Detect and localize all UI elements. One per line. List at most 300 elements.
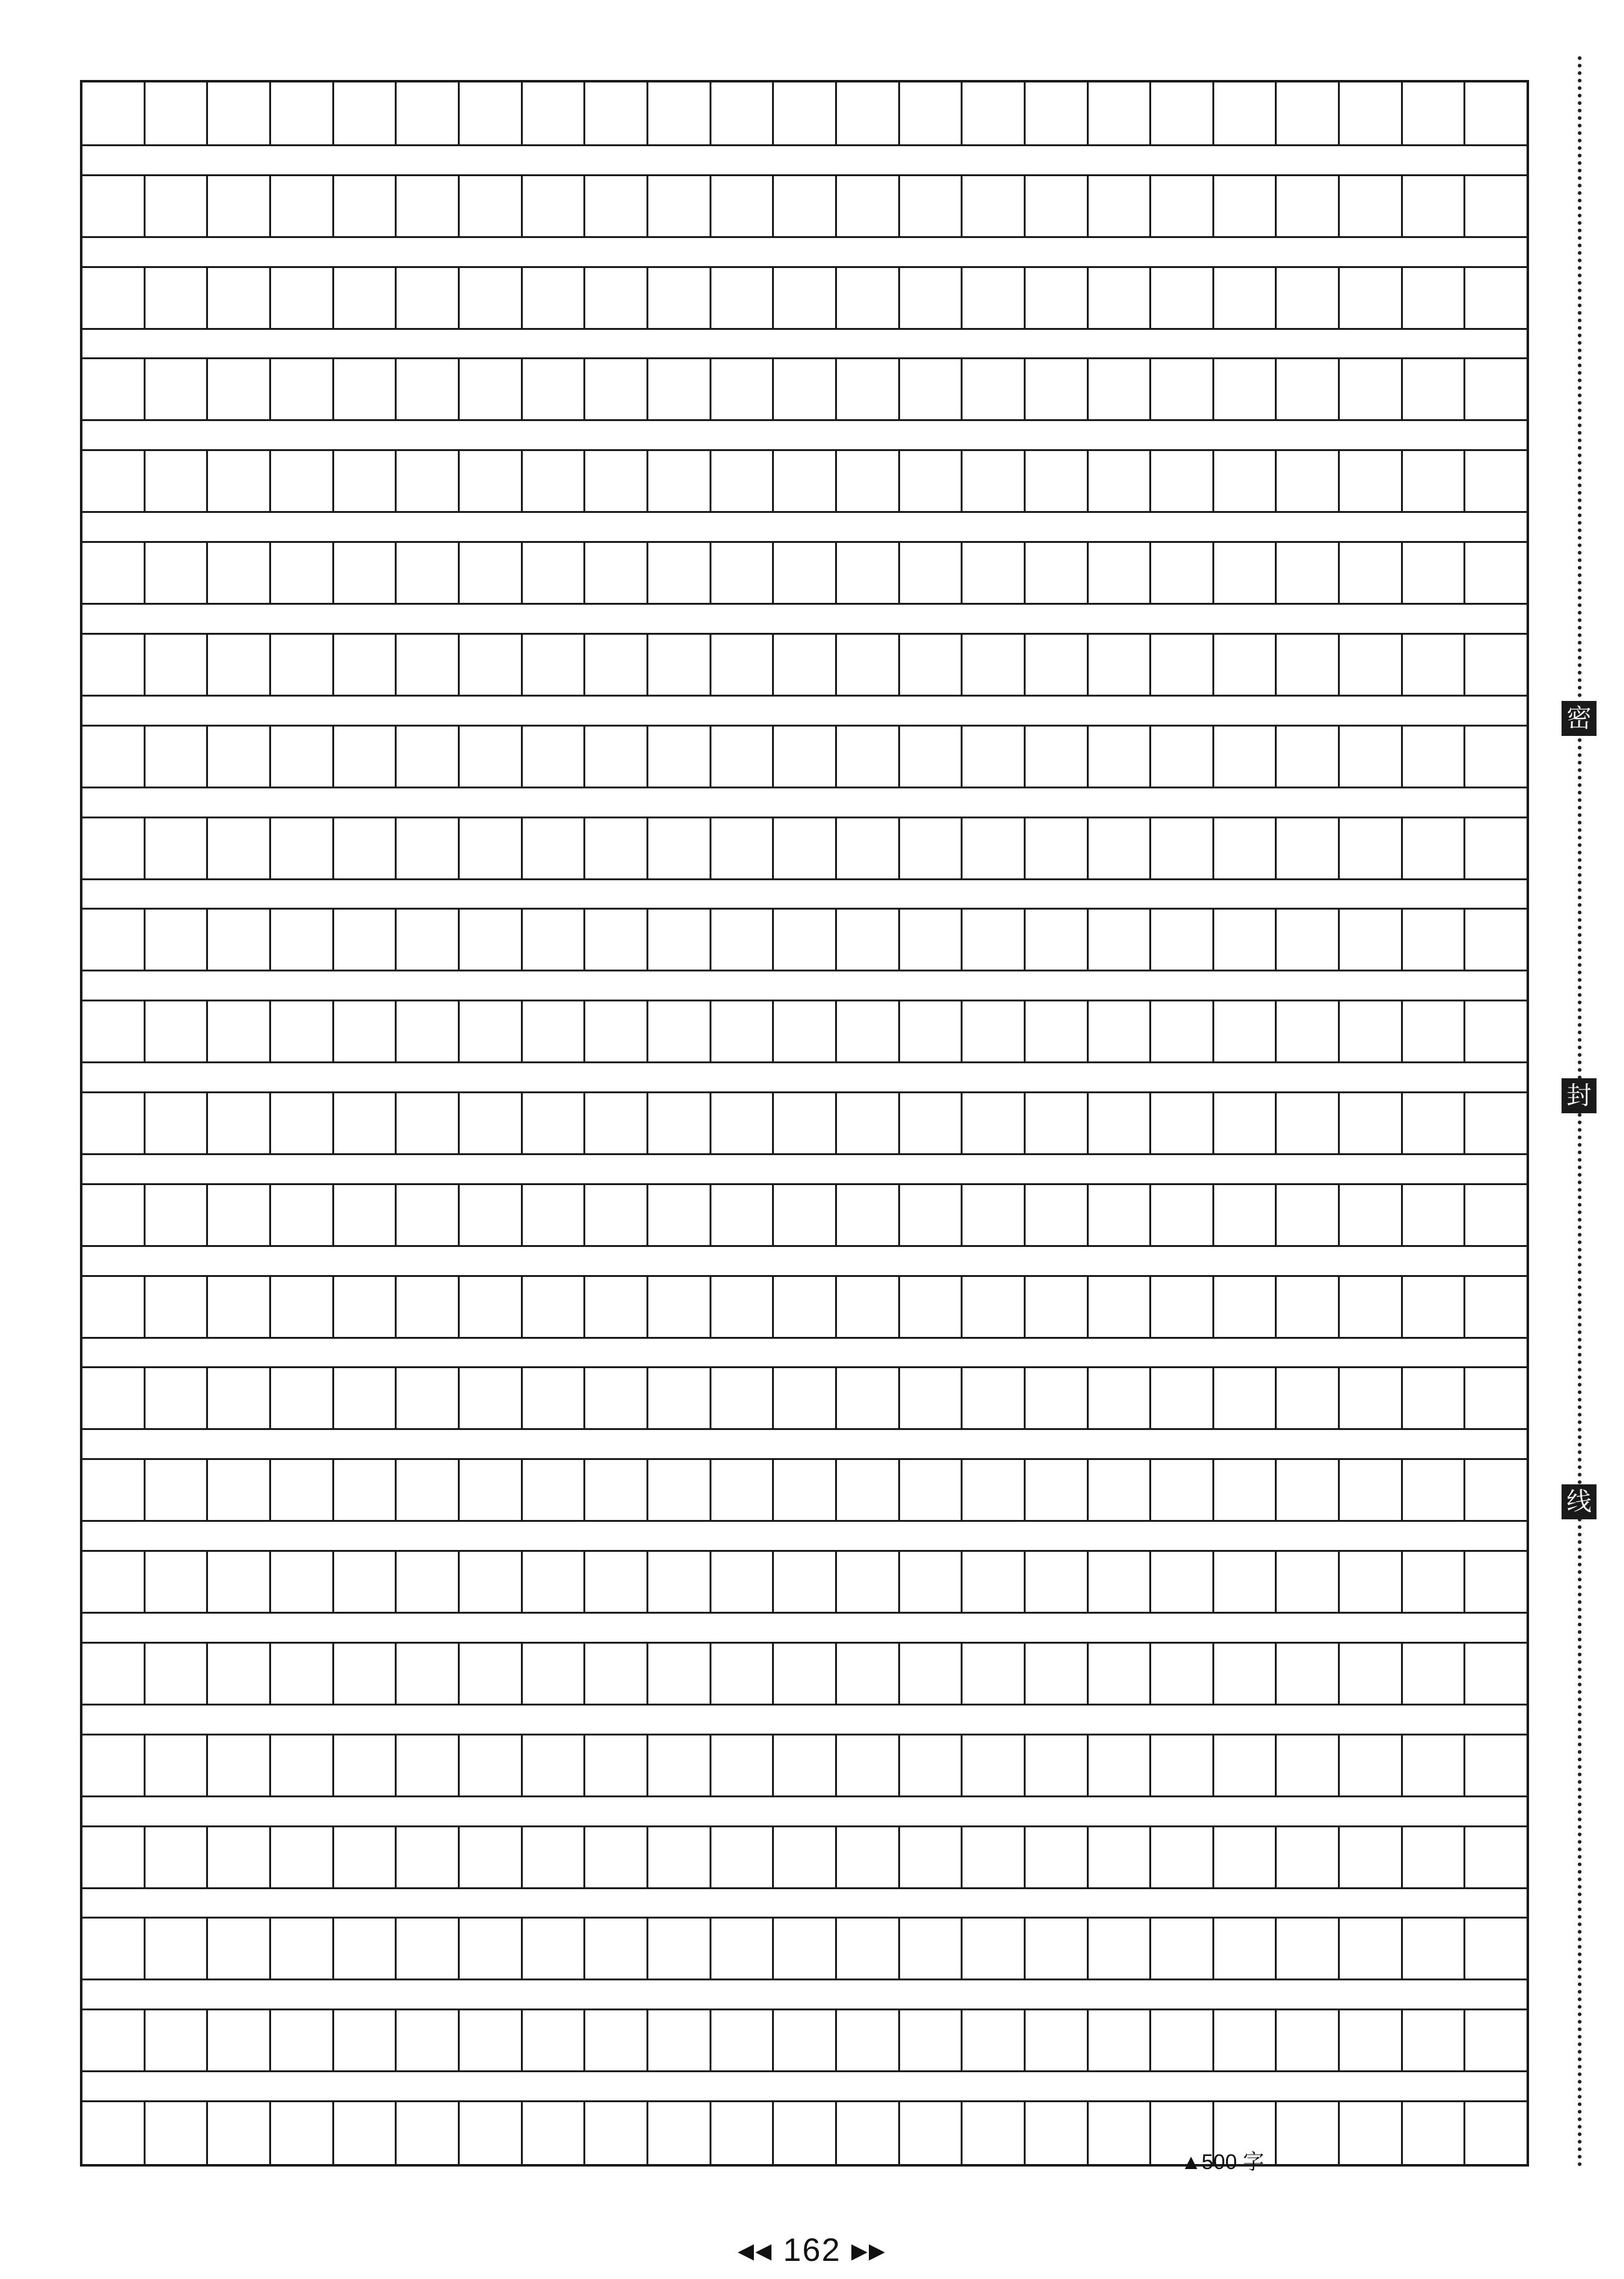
grid-cell — [397, 635, 460, 695]
grid-rows — [82, 82, 1527, 2164]
grid-cell — [774, 2010, 837, 2070]
grid-cell — [774, 1185, 837, 1245]
grid-cell — [837, 1185, 900, 1245]
grid-cell — [963, 82, 1026, 144]
grid-cell — [146, 635, 209, 695]
grid-cell — [208, 1919, 271, 1979]
grid-cell — [963, 1093, 1026, 1153]
grid-cell — [271, 1001, 334, 1061]
grid-cell — [1214, 1185, 1277, 1245]
grid-cell — [837, 1919, 900, 1979]
grid-cell — [837, 451, 900, 511]
grid-cell — [146, 1827, 209, 1887]
grid-cell — [146, 2102, 209, 2164]
grid-cell — [900, 818, 963, 878]
grid-cell — [1214, 1093, 1277, 1153]
grid-cell — [1277, 1644, 1340, 1704]
grid-cell — [1214, 1735, 1277, 1795]
grid-cell — [208, 1460, 271, 1520]
grid-cell — [1403, 635, 1466, 695]
grid-cell — [1089, 1277, 1152, 1337]
grid-cell — [146, 359, 209, 419]
grid-cell — [963, 1277, 1026, 1337]
grid-cell — [1089, 82, 1152, 144]
grid-cell — [271, 635, 334, 695]
grid-cell — [963, 1368, 1026, 1428]
grid-cell — [334, 910, 397, 970]
grid-cell — [837, 1368, 900, 1428]
grid-cell — [1089, 1644, 1152, 1704]
grid-cell — [460, 1185, 523, 1245]
grid-cell — [900, 2102, 963, 2164]
grid-cell — [1151, 1277, 1214, 1337]
grid-cell — [963, 910, 1026, 970]
grid-cell — [1340, 359, 1403, 419]
grid-cell — [585, 359, 648, 419]
grid-cell — [1151, 1185, 1214, 1245]
grid-cell — [1340, 1185, 1403, 1245]
grid-cell — [271, 1644, 334, 1704]
grid-cell — [1089, 1735, 1152, 1795]
grid-cell — [1465, 1919, 1527, 1979]
grid-cell — [585, 635, 648, 695]
grid-cell — [334, 1460, 397, 1520]
grid-row — [82, 357, 1527, 421]
grid-cell — [523, 635, 586, 695]
grid-cell — [648, 1735, 711, 1795]
grid-cell — [648, 1460, 711, 1520]
grid-cell — [774, 1644, 837, 1704]
grid-cell — [208, 176, 271, 236]
grid-cell — [1151, 1919, 1214, 1979]
grid-cell — [460, 176, 523, 236]
grid-cell — [711, 2102, 775, 2164]
grid-cell — [334, 1644, 397, 1704]
grid-cell — [900, 82, 963, 144]
grid-cell — [271, 176, 334, 236]
grid-cell — [146, 1735, 209, 1795]
grid-cell — [711, 1277, 775, 1337]
grid-cell — [1465, 451, 1527, 511]
grid-cell — [711, 451, 775, 511]
grid-cell — [1026, 82, 1089, 144]
grid-cell — [1465, 2102, 1527, 2164]
grid-cell — [1026, 1919, 1089, 1979]
grid-cell — [1151, 2010, 1214, 2070]
grid-cell — [711, 359, 775, 419]
grid-cell — [1403, 1827, 1466, 1887]
grid-cell — [1026, 910, 1089, 970]
grid-cell — [1026, 1460, 1089, 1520]
grid-cell — [900, 1460, 963, 1520]
grid-cell — [1465, 176, 1527, 236]
grid-cell — [711, 2010, 775, 2070]
grid-cell — [963, 1460, 1026, 1520]
grid-cell — [1340, 1093, 1403, 1153]
grid-cell — [900, 268, 963, 328]
grid-cell — [82, 2010, 146, 2070]
grid-cell — [1089, 1368, 1152, 1428]
grid-cell — [1277, 2010, 1340, 2070]
grid-cell — [397, 1277, 460, 1337]
grid-cell — [1089, 1001, 1152, 1061]
grid-cell — [1026, 543, 1089, 603]
grid-cell — [1403, 1185, 1466, 1245]
grid-cell — [585, 1460, 648, 1520]
grid-cell — [1089, 359, 1152, 419]
grid-cell — [334, 451, 397, 511]
grid-cell — [1026, 1001, 1089, 1061]
grid-row — [82, 1458, 1527, 1522]
grid-cell — [837, 1277, 900, 1337]
grid-cell — [334, 818, 397, 878]
grid-cell — [1340, 451, 1403, 511]
grid-cell — [334, 1277, 397, 1337]
grid-cell — [1089, 451, 1152, 511]
grid-cell — [900, 1277, 963, 1337]
grid-cell — [334, 543, 397, 603]
grid-cell — [774, 1277, 837, 1337]
grid-cell — [1403, 82, 1466, 144]
grid-cell — [271, 1919, 334, 1979]
grid-cell — [1151, 82, 1214, 144]
grid-cell — [460, 2010, 523, 2070]
grid-cell — [1465, 910, 1527, 970]
grid-cell — [208, 1093, 271, 1153]
grid-cell — [146, 2010, 209, 2070]
grid-cell — [1465, 1277, 1527, 1337]
grid-cell — [82, 727, 146, 787]
grid-cell — [963, 268, 1026, 328]
grid-cell — [963, 451, 1026, 511]
grid-cell — [837, 2102, 900, 2164]
grid-cell — [271, 1460, 334, 1520]
grid-cell — [1340, 1735, 1403, 1795]
grid-cell — [774, 1919, 837, 1979]
grid-cell — [82, 1552, 146, 1612]
grid-cell — [1214, 635, 1277, 695]
grid-cell — [1214, 268, 1277, 328]
grid-cell — [208, 1001, 271, 1061]
grid-cell — [208, 1827, 271, 1887]
grid-cell — [963, 727, 1026, 787]
grid-cell — [648, 910, 711, 970]
grid-cell — [1277, 1460, 1340, 1520]
writing-grid — [80, 80, 1529, 2174]
grid-cell — [1214, 818, 1277, 878]
grid-cell — [585, 268, 648, 328]
grid-cell — [837, 635, 900, 695]
grid-cell — [82, 1185, 146, 1245]
grid-cell — [585, 82, 648, 144]
grid-cell — [82, 451, 146, 511]
grid-cell — [900, 1735, 963, 1795]
grid-cell — [1465, 1093, 1527, 1153]
grid-cell — [1340, 1552, 1403, 1612]
grid-cell — [774, 451, 837, 511]
grid-row — [82, 1091, 1527, 1155]
grid-cell — [397, 818, 460, 878]
grid-cell — [334, 1552, 397, 1612]
grid-cell — [397, 1001, 460, 1061]
grid-cell — [1340, 818, 1403, 878]
grid-cell — [397, 543, 460, 603]
grid-cell — [208, 818, 271, 878]
grid-cell — [397, 82, 460, 144]
grid-cell — [585, 2102, 648, 2164]
grid-cell — [146, 1644, 209, 1704]
grid-cell — [774, 1368, 837, 1428]
grid-cell — [208, 1735, 271, 1795]
grid-cell — [963, 635, 1026, 695]
grid-cell — [460, 543, 523, 603]
grid-cell — [334, 635, 397, 695]
grid-cell — [146, 451, 209, 511]
grid-cell — [208, 1552, 271, 1612]
grid-cell — [208, 1644, 271, 1704]
grid-cell — [146, 543, 209, 603]
grid-cell — [1277, 1185, 1340, 1245]
grid-row — [82, 1550, 1527, 1614]
grid-cell — [1026, 727, 1089, 787]
grid-cell — [397, 910, 460, 970]
grid-cell — [711, 1644, 775, 1704]
grid-cell — [523, 1827, 586, 1887]
grid-cell — [648, 359, 711, 419]
grid-cell — [1151, 1001, 1214, 1061]
grid-cell — [1026, 359, 1089, 419]
grid-cell — [711, 727, 775, 787]
grid-cell — [1151, 176, 1214, 236]
grid-cell — [208, 359, 271, 419]
grid-cell — [1277, 1827, 1340, 1887]
grid-cell — [837, 1644, 900, 1704]
grid-cell — [1151, 727, 1214, 787]
grid-cell — [271, 1185, 334, 1245]
grid-cell — [1277, 82, 1340, 144]
grid-cell — [397, 1827, 460, 1887]
grid-cell — [146, 1552, 209, 1612]
grid-cell — [1465, 1735, 1527, 1795]
grid-cell — [648, 1093, 711, 1153]
grid-cell — [334, 359, 397, 419]
grid-cell — [1277, 1919, 1340, 1979]
grid-row — [82, 1000, 1527, 1063]
grid-cell — [774, 1735, 837, 1795]
grid-cell — [1340, 635, 1403, 695]
grid-cell — [963, 818, 1026, 878]
grid-cell — [837, 2010, 900, 2070]
grid-cell — [523, 818, 586, 878]
grid-cell — [1465, 268, 1527, 328]
grid-cell — [711, 1552, 775, 1612]
grid-cell — [1403, 1277, 1466, 1337]
grid-cell — [208, 1185, 271, 1245]
grid-cell — [1277, 1093, 1340, 1153]
grid-cell — [711, 910, 775, 970]
grid-row — [82, 817, 1527, 880]
grid-cell — [460, 1001, 523, 1061]
grid-cell — [397, 451, 460, 511]
grid-cell — [1465, 1368, 1527, 1428]
grid-cell — [585, 1001, 648, 1061]
grid-cell — [1340, 910, 1403, 970]
grid-cell — [900, 2010, 963, 2070]
grid-cell — [648, 2010, 711, 2070]
grid-cell — [523, 1277, 586, 1337]
grid-row — [82, 2008, 1527, 2072]
grid-cell — [1089, 543, 1152, 603]
grid-cell — [1214, 727, 1277, 787]
grid-cell — [837, 1735, 900, 1795]
page-number: ◂◂ 162 ▸▸ — [737, 2232, 887, 2268]
grid-cell — [837, 910, 900, 970]
grid-cell — [711, 1460, 775, 1520]
grid-cell — [460, 1093, 523, 1153]
grid-cell — [1151, 1460, 1214, 1520]
grid-cell — [774, 1460, 837, 1520]
grid-cell — [837, 268, 900, 328]
grid-cell — [963, 1827, 1026, 1887]
grid-cell — [774, 727, 837, 787]
grid-cell — [585, 727, 648, 787]
grid-cell — [1403, 359, 1466, 419]
grid-cell — [1151, 1644, 1214, 1704]
grid-cell — [585, 1368, 648, 1428]
grid-cell — [523, 1552, 586, 1612]
grid-cell — [523, 1735, 586, 1795]
grid-cell — [523, 2102, 586, 2164]
grid-cell — [711, 818, 775, 878]
grid-cell — [1403, 910, 1466, 970]
grid-cell — [1151, 818, 1214, 878]
grid-cell — [1403, 1001, 1466, 1061]
grid-cell — [334, 82, 397, 144]
grid-cell — [1277, 268, 1340, 328]
grid-cell — [711, 1093, 775, 1153]
grid-cell — [1214, 1001, 1277, 1061]
grid-cell — [648, 82, 711, 144]
grid-cell — [1277, 176, 1340, 236]
grid-cell — [1151, 451, 1214, 511]
grid-cell — [1089, 1460, 1152, 1520]
grid-cell — [82, 82, 146, 144]
binding-label-seal: 密 — [1562, 701, 1597, 736]
grid-cell — [1089, 268, 1152, 328]
grid-cell — [523, 1460, 586, 1520]
grid-cell — [837, 176, 900, 236]
grid-cell — [900, 1368, 963, 1428]
grid-cell — [334, 1093, 397, 1153]
grid-cell — [397, 176, 460, 236]
grid-cell — [585, 1644, 648, 1704]
grid-cell — [1340, 268, 1403, 328]
grid-cell — [397, 359, 460, 419]
grid-cell — [460, 451, 523, 511]
grid-row — [82, 1275, 1527, 1339]
grid-cell — [1277, 1552, 1340, 1612]
grid-cell — [460, 1735, 523, 1795]
grid-cell — [900, 1185, 963, 1245]
grid-cell — [82, 268, 146, 328]
grid-cell — [1465, 1185, 1527, 1245]
grid-cell — [1340, 1368, 1403, 1428]
grid-cell — [648, 635, 711, 695]
grid-cell — [146, 82, 209, 144]
grid-cell — [146, 1277, 209, 1337]
grid-cell — [82, 359, 146, 419]
grid-cell — [82, 1368, 146, 1428]
grid-cell — [271, 1735, 334, 1795]
grid-cell — [334, 176, 397, 236]
grid-cell — [523, 1368, 586, 1428]
grid-cell — [334, 1368, 397, 1428]
grid-cell — [1026, 635, 1089, 695]
grid-row — [82, 633, 1527, 697]
grid-cell — [1026, 451, 1089, 511]
grid-cell — [146, 1368, 209, 1428]
grid-cell — [82, 543, 146, 603]
grid-cell — [1026, 1368, 1089, 1428]
grid-cell — [460, 818, 523, 878]
grid-cell — [711, 1185, 775, 1245]
grid-cell — [648, 818, 711, 878]
grid-cell — [460, 1277, 523, 1337]
grid-cell — [1151, 543, 1214, 603]
grid-cell — [397, 1460, 460, 1520]
grid-row — [82, 2100, 1527, 2164]
grid-row — [82, 1734, 1527, 1797]
grid-cell — [1151, 1735, 1214, 1795]
grid-cell — [1214, 910, 1277, 970]
grid-cell — [1403, 1552, 1466, 1612]
grid-cell — [711, 1368, 775, 1428]
grid-cell — [1026, 1827, 1089, 1887]
grid-cell — [1214, 1368, 1277, 1428]
grid-cell — [146, 268, 209, 328]
grid-cell — [837, 727, 900, 787]
grid-cell — [1151, 635, 1214, 695]
grid-cell — [585, 818, 648, 878]
grid-cell — [1214, 359, 1277, 419]
grid-cell — [1403, 1093, 1466, 1153]
grid-cell — [963, 543, 1026, 603]
grid-cell — [900, 1093, 963, 1153]
grid-cell — [82, 1277, 146, 1337]
grid-cell — [523, 1644, 586, 1704]
grid-cell — [146, 818, 209, 878]
grid-cell — [460, 1368, 523, 1428]
grid-row — [82, 449, 1527, 513]
grid-cell — [648, 1644, 711, 1704]
grid-cell — [82, 1735, 146, 1795]
grid-cell — [648, 1001, 711, 1061]
grid-cell — [208, 2010, 271, 2070]
grid-cell — [1465, 1552, 1527, 1612]
grid-cell — [1214, 1827, 1277, 1887]
grid-cell — [146, 1460, 209, 1520]
grid-cell — [82, 1827, 146, 1887]
grid-cell — [208, 268, 271, 328]
grid-cell — [146, 1001, 209, 1061]
grid-cell — [837, 1827, 900, 1887]
grid-cell — [1277, 1735, 1340, 1795]
grid-cell — [1214, 176, 1277, 236]
grid-cell — [1214, 2010, 1277, 2070]
grid-row — [82, 174, 1527, 238]
grid-cell — [963, 359, 1026, 419]
grid-cell — [1340, 1001, 1403, 1061]
